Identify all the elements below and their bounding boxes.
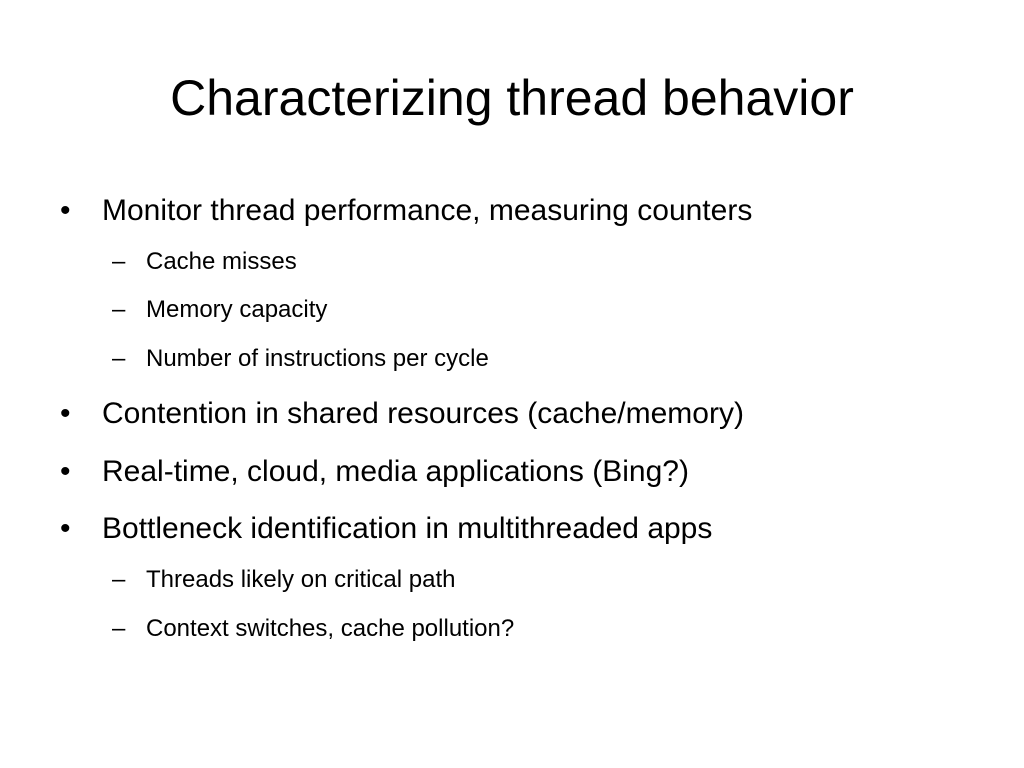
bullet-text: Contention in shared resources (cache/memory) — [102, 397, 744, 430]
dash-marker: – — [112, 615, 126, 642]
sub-bullet-text: Cache misses — [146, 248, 297, 275]
bullet-text: Bottleneck identification in multithreaded apps — [102, 512, 713, 545]
bullet-text: Monitor thread performance, measuring counters — [102, 194, 753, 227]
dash-marker: – — [112, 296, 126, 323]
sub-bullet-item — [112, 343, 489, 375]
bullet-item — [60, 394, 744, 434]
dash-marker: – — [112, 345, 126, 372]
sub-bullet-text: Threads likely on critical path — [146, 566, 456, 593]
bullet-item — [60, 452, 689, 492]
bullet-marker: • — [60, 397, 71, 430]
bullet-marker: • — [60, 194, 71, 227]
sub-bullet-text: Memory capacity — [146, 296, 328, 323]
bullet-item — [60, 191, 752, 231]
sub-bullet-item — [112, 246, 297, 278]
sub-bullet-item — [112, 613, 514, 645]
bullet-item — [60, 509, 712, 549]
bullet-marker: • — [60, 455, 71, 488]
bullet-marker: • — [60, 512, 71, 545]
sub-bullet-text: Context switches, cache pollution? — [146, 615, 515, 642]
bullet-text: Real-time, cloud, media applications (Bing?) — [102, 455, 689, 488]
dash-marker: – — [112, 248, 126, 275]
sub-bullet-text: Number of instructions per cycle — [146, 345, 489, 372]
sub-bullet-item — [112, 564, 455, 596]
slide-title: Characterizing thread behavior — [170, 70, 854, 126]
sub-bullet-item — [112, 294, 327, 326]
dash-marker: – — [112, 566, 126, 593]
